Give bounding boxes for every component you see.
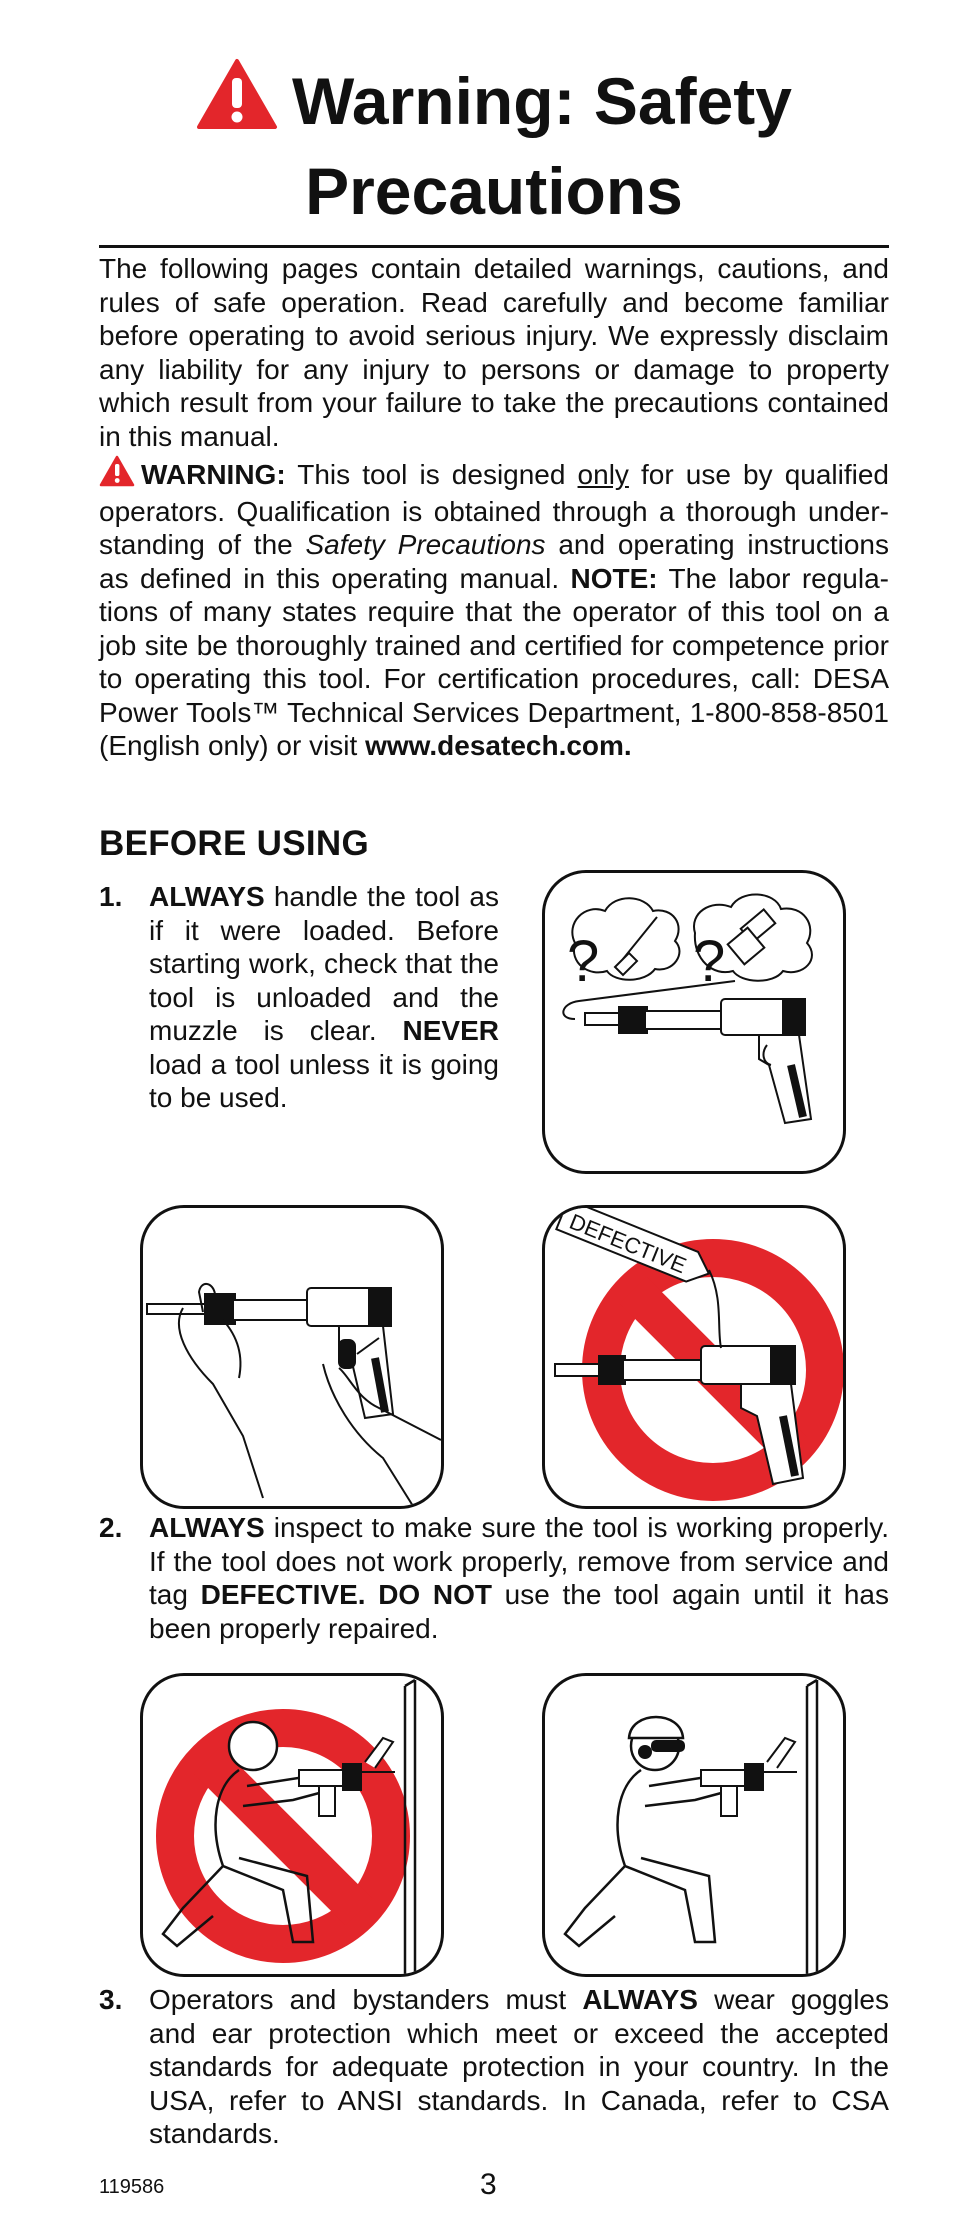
section-heading: BEFORE USING [99, 824, 370, 863]
item-number: 1. [99, 881, 123, 912]
page-title-text: Warning: Safety Precautions [292, 64, 792, 228]
warning-safety-precautions: Safety Precautions [305, 529, 546, 560]
intro-paragraph: The following pages contain detailed warnings, cautions, and rules of safe operation. Read carefully and become familiar before operating to avoid serious injury. We expressly disclaim any liability for any injury to persons or damage to property which result from your failure to take the precautions contained in this manual. [99, 253, 889, 452]
illustration-no-protection-prohibited [140, 1673, 444, 1977]
item-text-part: Operators and bystanders must [149, 1984, 583, 2015]
note-label: NOTE: [570, 562, 658, 594]
website-link[interactable]: www.desatech.com. [365, 730, 632, 761]
item-text-part: handle the tool as if it were loaded. Before starting work, check that the tool is unloaded and the muzzle is clear. [149, 881, 499, 1046]
defective-tag-text: DEFECTIVE [565, 1208, 690, 1279]
document-code: 119586 [99, 2176, 165, 2198]
item-emphasis: ALWAYS [149, 1512, 265, 1543]
warning-text: for use by qualified operators. Qualification is obtained through a thorough understanding of the [99, 459, 889, 560]
page-title [99, 58, 889, 233]
page-number: 3 [480, 2168, 497, 2201]
illustration-check-unloaded [542, 870, 846, 1174]
warning-paragraph [99, 455, 889, 763]
item-emphasis: ALWAYS [149, 881, 265, 912]
warning-text: This tool is designed [285, 459, 578, 490]
warning-text: The labor regulations of many states require that the operator of this tool on a job site be thoroughly trained and certified for competence prior to operating this tool. For certification procedures, call: DESA Power Tools™ Technical Services Department, 1-800-858-8501 (English only) or visit [99, 562, 889, 761]
warning-only: only [577, 459, 629, 490]
item-text [149, 1511, 889, 1645]
item-text-part: wear goggles and ear protection which meet or exceed the accepted standards for adequate protection in your country. In the USA, refer to ANSI standards. In Canada, refer to CSA standards. [149, 1984, 889, 2149]
item-number: 2. [99, 1512, 123, 1543]
question-mark: ? [567, 929, 600, 994]
item-text-part: inspect to make sure the tool is working properly. If the tool does not work properly, remove from service and tag [149, 1512, 889, 1610]
item-text-part: use the tool again until it has been properly repaired. [149, 1579, 890, 1644]
warning-triangle-icon [196, 58, 278, 149]
item-emphasis: ALWAYS [582, 1984, 698, 2015]
item-emphasis: DEFECTIVE. DO NOT [200, 1579, 492, 1610]
illustration-hand-holding-tool [140, 1205, 444, 1509]
question-mark: ? [693, 929, 726, 994]
illustration-defective-tool [542, 1205, 846, 1509]
warning-label: WARNING: [141, 459, 286, 490]
item-emphasis: NEVER [402, 1015, 499, 1046]
item-text-part: load a tool unless it is going to be used. [149, 1048, 499, 1113]
warning-triangle-icon [99, 455, 135, 495]
item-text [149, 880, 499, 1115]
item-text [149, 1983, 889, 2151]
item-number: 3. [99, 1984, 123, 2015]
title-divider [99, 245, 889, 248]
warning-text: and operating instructions as defined in this operating manual. [99, 529, 889, 594]
illustration-with-protection [542, 1673, 846, 1977]
